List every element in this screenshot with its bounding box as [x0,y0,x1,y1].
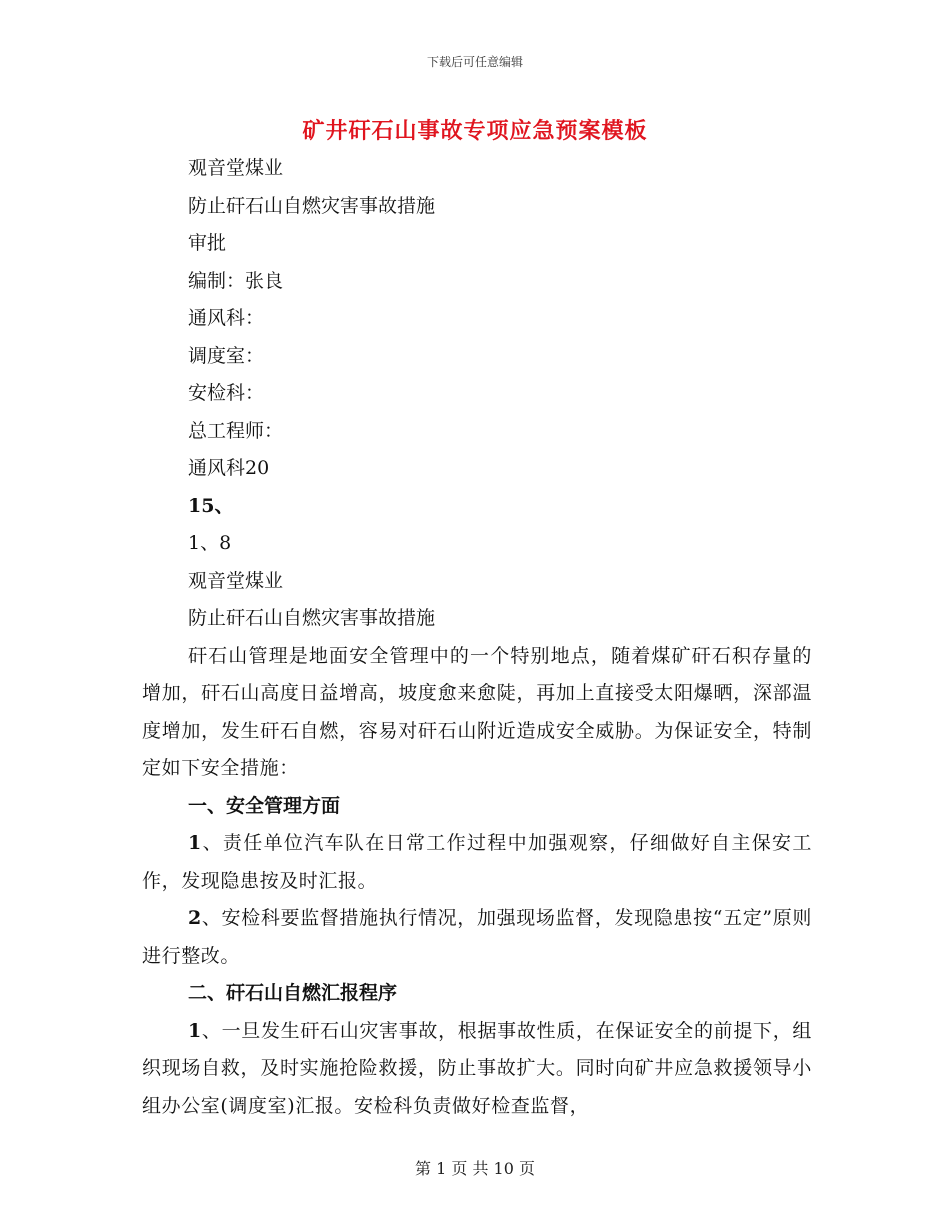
line-ventilation-dept: 通风科： [188,307,265,329]
item-text: 、安检科要监督措施执行情况，加强现场监督，发现隐患按“五定”原则进行整改。 [142,907,812,967]
page-header-note: 下载后可任意编辑 [426,55,523,69]
item-number: 2 [188,907,202,929]
item-text: 、责任单位汽车队在日常工作过程中加强观察，仔细做好自主保安工作，发现隐患按及时汇报。 [142,832,812,892]
document-title: 矿井矸石山事故专项应急预案模板 [302,118,648,144]
item-number: 1 [188,1019,202,1042]
line-author: 编制：张良 [188,269,284,292]
line-measure-title-repeat: 防止矸石山自燃灾害事故措施 [188,607,436,629]
item-number: 1 [188,832,202,854]
line-approval: 审批 [188,232,227,254]
section1-item2 [142,900,812,975]
page-footer-number: 第 1 页 共 10 页 [415,1159,535,1178]
intro-paragraph: 矸石山管理是地面安全管理中的一个特别地点，随着煤矿矸石积存量的增加，矸石山高度日益增高，坡度愈来愈陡，再加上直接受太阳爆晒，深部温度增加，发生矸石自燃，容易对矸石山附近造成安全威胁。为保证安全，特制定如下安全措施： [142,644,812,779]
section2-item1 [142,1013,812,1126]
line-date-part2: 1、8 [188,532,232,554]
document-body [142,150,812,1125]
section-heading-safety-management: 一、安全管理方面 [188,794,341,817]
line-chief-engineer: 总工程师： [188,419,284,442]
item-text: 、一旦发生矸石山灾害事故，根据事故性质，在保证安全的前提下，组织现场自救，及时实施抢险救援，防止事故扩大。同时向矿井应急救援领导小组办公室(调度室)汇报。安检科负责做好检查监督， [142,1019,812,1117]
line-company-repeat: 观音堂煤业 [188,569,284,592]
line-dept-year: 通风科20 [188,457,270,479]
line-date-part1: 15、 [188,494,234,517]
section-heading-reporting-procedure: 二、矸石山自燃汇报程序 [188,982,398,1004]
line-company: 观音堂煤业 [188,157,284,179]
line-dispatch-room: 调度室： [188,344,265,367]
section1-item1 [142,825,812,900]
line-measure-title: 防止矸石山自燃灾害事故措施 [188,194,436,217]
line-safety-dept: 安检科： [188,382,265,404]
